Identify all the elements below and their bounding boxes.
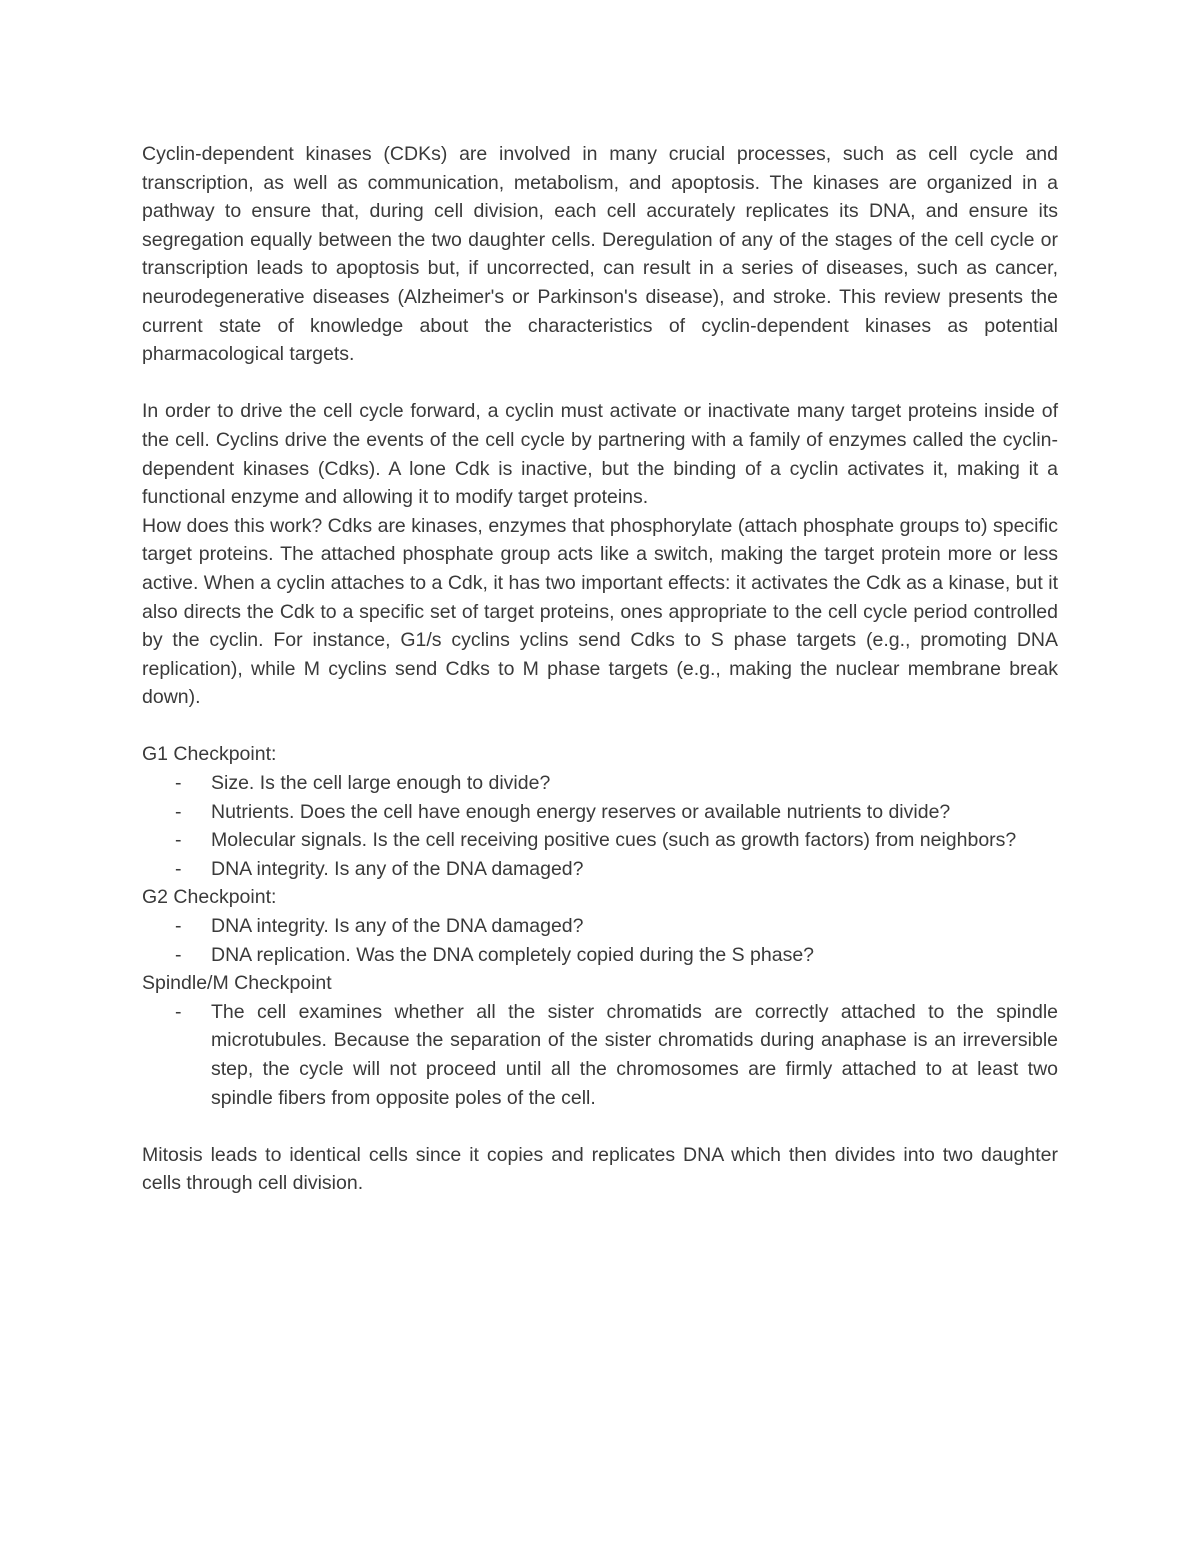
how-paragraph: How does this work? Cdks are kinases, enzymes that phosphorylate (attach phosphate groups to) specific target proteins. The attached phosphate group acts like a switch, making the target protein more or less active. When a cyclin attaches to a Cdk, it has two important effects: it activates the Cdk as a kinase, but it also directs the Cdk to a specific set of target proteins, ones appropriate to the cell cycle period controlled by the cyclin. For instance, G1/s cyclins yclins send Cdks to S phase targets (e.g., promoting DNA replication), while M cyclins send Cdks to M phase targets (e.g., making the nuclear membrane break down). xyxy=(142,514,1058,709)
bullet-dash: - xyxy=(175,857,182,880)
intro-paragraph: Cyclin-dependent kinases (CDKs) are involved in many crucial processes, such as cell cycle and transcription, as well as communication, metabolism, and apoptosis. The kinases are organized in a pathway to ensure that, during cell division, each cell accurately replicates its DNA, and ensure its segregation equally between the two daughter cells. Deregulation of any of the stages of the cell cycle or transcription leads to apoptosis but, if uncorrected, can result in a series of diseases, such as cancer, neurodegenerative diseases (Alzheimer's or Parkinson's disease), and stroke. This review presents the current state of knowledge about the characteristics of cyclin-dependent kinases as potential pharmacological targets. xyxy=(142,143,1058,366)
list-item-text: DNA replication. Was the DNA completely copied during the S phase? xyxy=(211,943,815,966)
cycle-paragraph: In order to drive the cell cycle forward, a cyclin must activate or inactivate many target proteins inside of the cell. Cyclins drive the events of the cell cycle by partnering with a family of enzymes called the cyclin-dependent kinases (Cdks). A lone Cdk is inactive, but the binding of a cyclin activates it, making it a functional enzyme and allowing it to modify target proteins. xyxy=(142,400,1058,509)
g2-checkpoint-list xyxy=(142,912,1058,969)
list-item xyxy=(142,998,1058,1112)
document-page xyxy=(142,140,1058,1198)
paragraph-spacer xyxy=(142,712,1058,741)
list-item-text: Molecular signals. Is the cell receiving positive cues (such as growth factors) from neighbors? xyxy=(211,829,1017,852)
paragraph-spacer xyxy=(142,369,1058,398)
list-item-text: The cell examines whether all the sister chromatids are correctly attached to the spindle microtubules. Because the separation of the sister chromatids during anaphase is an irreversible step, the cycle will not proceed until all the chromosomes are firmly attached to at least two spindle fibers from opposite poles of the cell. xyxy=(211,1000,1058,1109)
bullet-dash: - xyxy=(175,772,182,795)
list-item xyxy=(142,826,1058,855)
bullet-dash: - xyxy=(175,915,182,938)
list-item-text: Nutrients. Does the cell have enough energy reserves or available nutrients to divide? xyxy=(211,800,951,823)
g1-checkpoint-list xyxy=(142,769,1058,883)
spindle-checkpoint-heading: Spindle/M Checkpoint xyxy=(142,972,332,995)
mitosis-paragraph: Mitosis leads to identical cells since it copies and replicates DNA which then divides into two daughter cells through cell division. xyxy=(142,1143,1058,1195)
list-item-text: DNA integrity. Is any of the DNA damaged? xyxy=(211,915,584,938)
list-item xyxy=(142,855,1058,884)
list-item-text: Size. Is the cell large enough to divide? xyxy=(211,772,551,795)
g1-checkpoint-heading: G1 Checkpoint: xyxy=(142,743,277,766)
list-item xyxy=(142,912,1058,941)
bullet-dash: - xyxy=(175,943,182,966)
list-item xyxy=(142,769,1058,798)
bullet-dash: - xyxy=(175,800,182,823)
list-item xyxy=(142,941,1058,970)
spindle-checkpoint-list xyxy=(142,998,1058,1112)
list-item-text: DNA integrity. Is any of the DNA damaged? xyxy=(211,857,584,880)
g2-checkpoint-heading: G2 Checkpoint: xyxy=(142,886,277,909)
bullet-dash: - xyxy=(175,829,182,852)
bullet-dash: - xyxy=(175,1000,182,1023)
list-item xyxy=(142,798,1058,827)
paragraph-spacer xyxy=(142,1112,1058,1141)
